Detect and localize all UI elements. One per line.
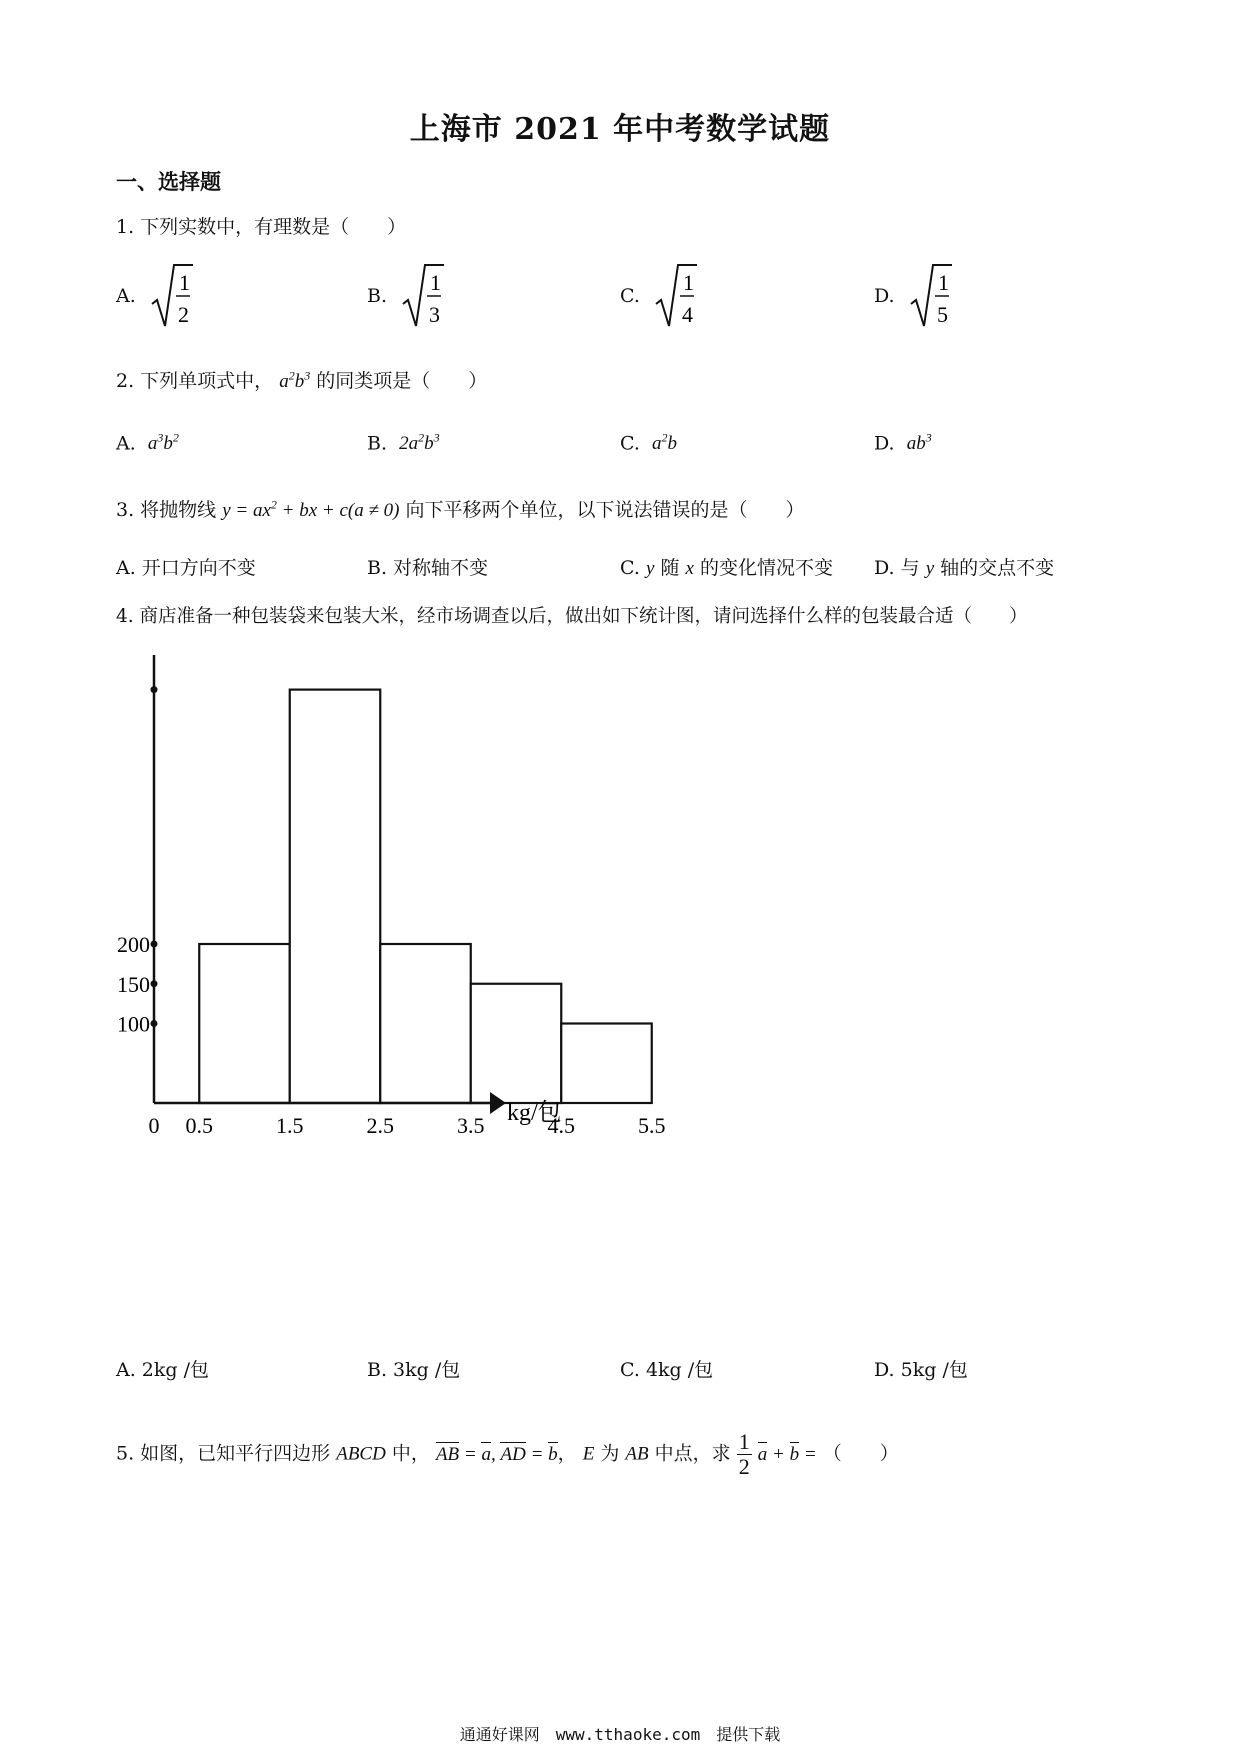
question-4-option-b: B. 3kg /包 bbox=[367, 1359, 461, 1381]
y-tick-label: 150 bbox=[117, 971, 150, 997]
sqrt-expression bbox=[909, 262, 953, 330]
y-tick-dot bbox=[151, 980, 158, 987]
question-3-option-d: D. 与 y 轴的交点不变 bbox=[874, 557, 1055, 579]
y-tick-dot bbox=[151, 1020, 158, 1027]
radical-sign-icon bbox=[401, 262, 445, 330]
question-3-equation: $y = ax^2$ + bx + c(a ≠ 0) bbox=[222, 497, 400, 521]
question-4-option-c: C. 4kg /包 bbox=[620, 1359, 714, 1381]
question-2-stem-post: 的同类项是（ ） bbox=[316, 370, 488, 392]
x-tick-label: 0.5 bbox=[185, 1113, 213, 1138]
question-4-option-d: D. 5kg /包 bbox=[874, 1359, 968, 1381]
x-tick-label: 4.5 bbox=[547, 1113, 575, 1138]
question-1-option-b: B. 1 3 bbox=[367, 262, 445, 330]
question-5-stem: 5. 如图，已知平行四边形 ABCD 中， AB = a, AD = b， E 为 AB 中点，求 $\frac{1}{2}$ a + b = （ ） bbox=[116, 1429, 899, 1479]
question-3-stem: 3. 将抛物线 $y = ax^2$ + bx + c(a ≠ 0) 向下平移两个单位，以下说法错误的是（ ） bbox=[116, 497, 805, 521]
x-tick-label: 3.5 bbox=[457, 1113, 485, 1138]
question-1-option-a: A. 1 2 bbox=[116, 262, 194, 330]
x-tick-label: 1.5 bbox=[276, 1113, 304, 1138]
question-4-stem: 4. 商店准备一种包装袋来包装大米，经市场调查以后，做出如下统计图，请问选择什么样的包装最合适（ ） bbox=[116, 606, 1028, 627]
x-axis-label: kg/包 bbox=[507, 1100, 562, 1126]
histogram-bar-2 bbox=[380, 944, 471, 1103]
question-3-option-c: C. y 随 x 的变化情况不变 bbox=[620, 557, 833, 579]
question-2-option-a: A. $a^3b^2$ bbox=[116, 431, 179, 455]
section-heading: 一、选择题 bbox=[116, 169, 221, 194]
y-tick-label: 100 bbox=[117, 1011, 150, 1037]
sqrt-expression bbox=[654, 262, 698, 330]
question-3-option-a: A. 开口方向不变 bbox=[116, 557, 256, 579]
question-3-option-b: B. 对称轴不变 bbox=[367, 557, 489, 579]
histogram-chart bbox=[110, 655, 670, 1285]
fraction-numerator: 1 bbox=[682, 270, 694, 295]
fraction-denominator: 2 bbox=[177, 302, 189, 327]
sqrt-expression bbox=[150, 262, 194, 330]
question-2-option-c: C. $a^2b$ bbox=[620, 431, 677, 455]
question-2-option-b: B. $2a^2b^3$ bbox=[367, 431, 440, 455]
x-tick-label: 5.5 bbox=[638, 1113, 666, 1138]
fraction-denominator: 3 bbox=[429, 302, 441, 327]
fraction-numerator: 1 bbox=[178, 270, 190, 295]
question-2-stem-pre: 2. 下列单项式中， bbox=[116, 370, 274, 392]
radical-sign-icon bbox=[654, 262, 698, 330]
question-2-stem bbox=[116, 366, 487, 393]
x-tick-label: 0 bbox=[148, 1113, 160, 1138]
radical-sign-icon bbox=[150, 262, 194, 330]
question-2-option-d: D. $ab^3$ bbox=[874, 431, 932, 455]
question-1-option-d: D. 1 5 bbox=[874, 262, 953, 330]
radical-sign-icon bbox=[909, 262, 953, 330]
question-2-term: $a^2b^3$ bbox=[279, 368, 311, 392]
footer-credit: 通通好课网 www.tthaoke.com 提供下载 bbox=[459, 1725, 781, 1744]
histogram-bar-1 bbox=[290, 690, 381, 1103]
question-1-stem: 1. 下列实数中，有理数是（ ） bbox=[116, 216, 407, 238]
fraction-numerator: 1 bbox=[430, 270, 442, 295]
histogram-bar-3 bbox=[471, 984, 562, 1103]
question-4-option-a: A. 2kg /包 bbox=[116, 1359, 210, 1381]
fraction-numerator: 1 bbox=[937, 270, 949, 295]
half-fraction: $\frac{1}{2}$ bbox=[738, 1429, 750, 1479]
histogram-bar-0 bbox=[199, 944, 290, 1103]
y-tick-dot bbox=[151, 686, 158, 693]
histogram-bar-4 bbox=[561, 1024, 652, 1104]
fraction-denominator: 5 bbox=[936, 302, 948, 327]
y-tick-label: 200 bbox=[117, 932, 150, 957]
y-tick-dot bbox=[151, 941, 158, 948]
question-1-option-c: C. 1 4 bbox=[620, 262, 698, 330]
x-tick-label: 2.5 bbox=[366, 1113, 394, 1138]
fraction-denominator: 4 bbox=[681, 302, 693, 327]
page-title: 上海市 2021 年中考数学试题 bbox=[409, 112, 831, 147]
sqrt-expression bbox=[401, 262, 445, 330]
